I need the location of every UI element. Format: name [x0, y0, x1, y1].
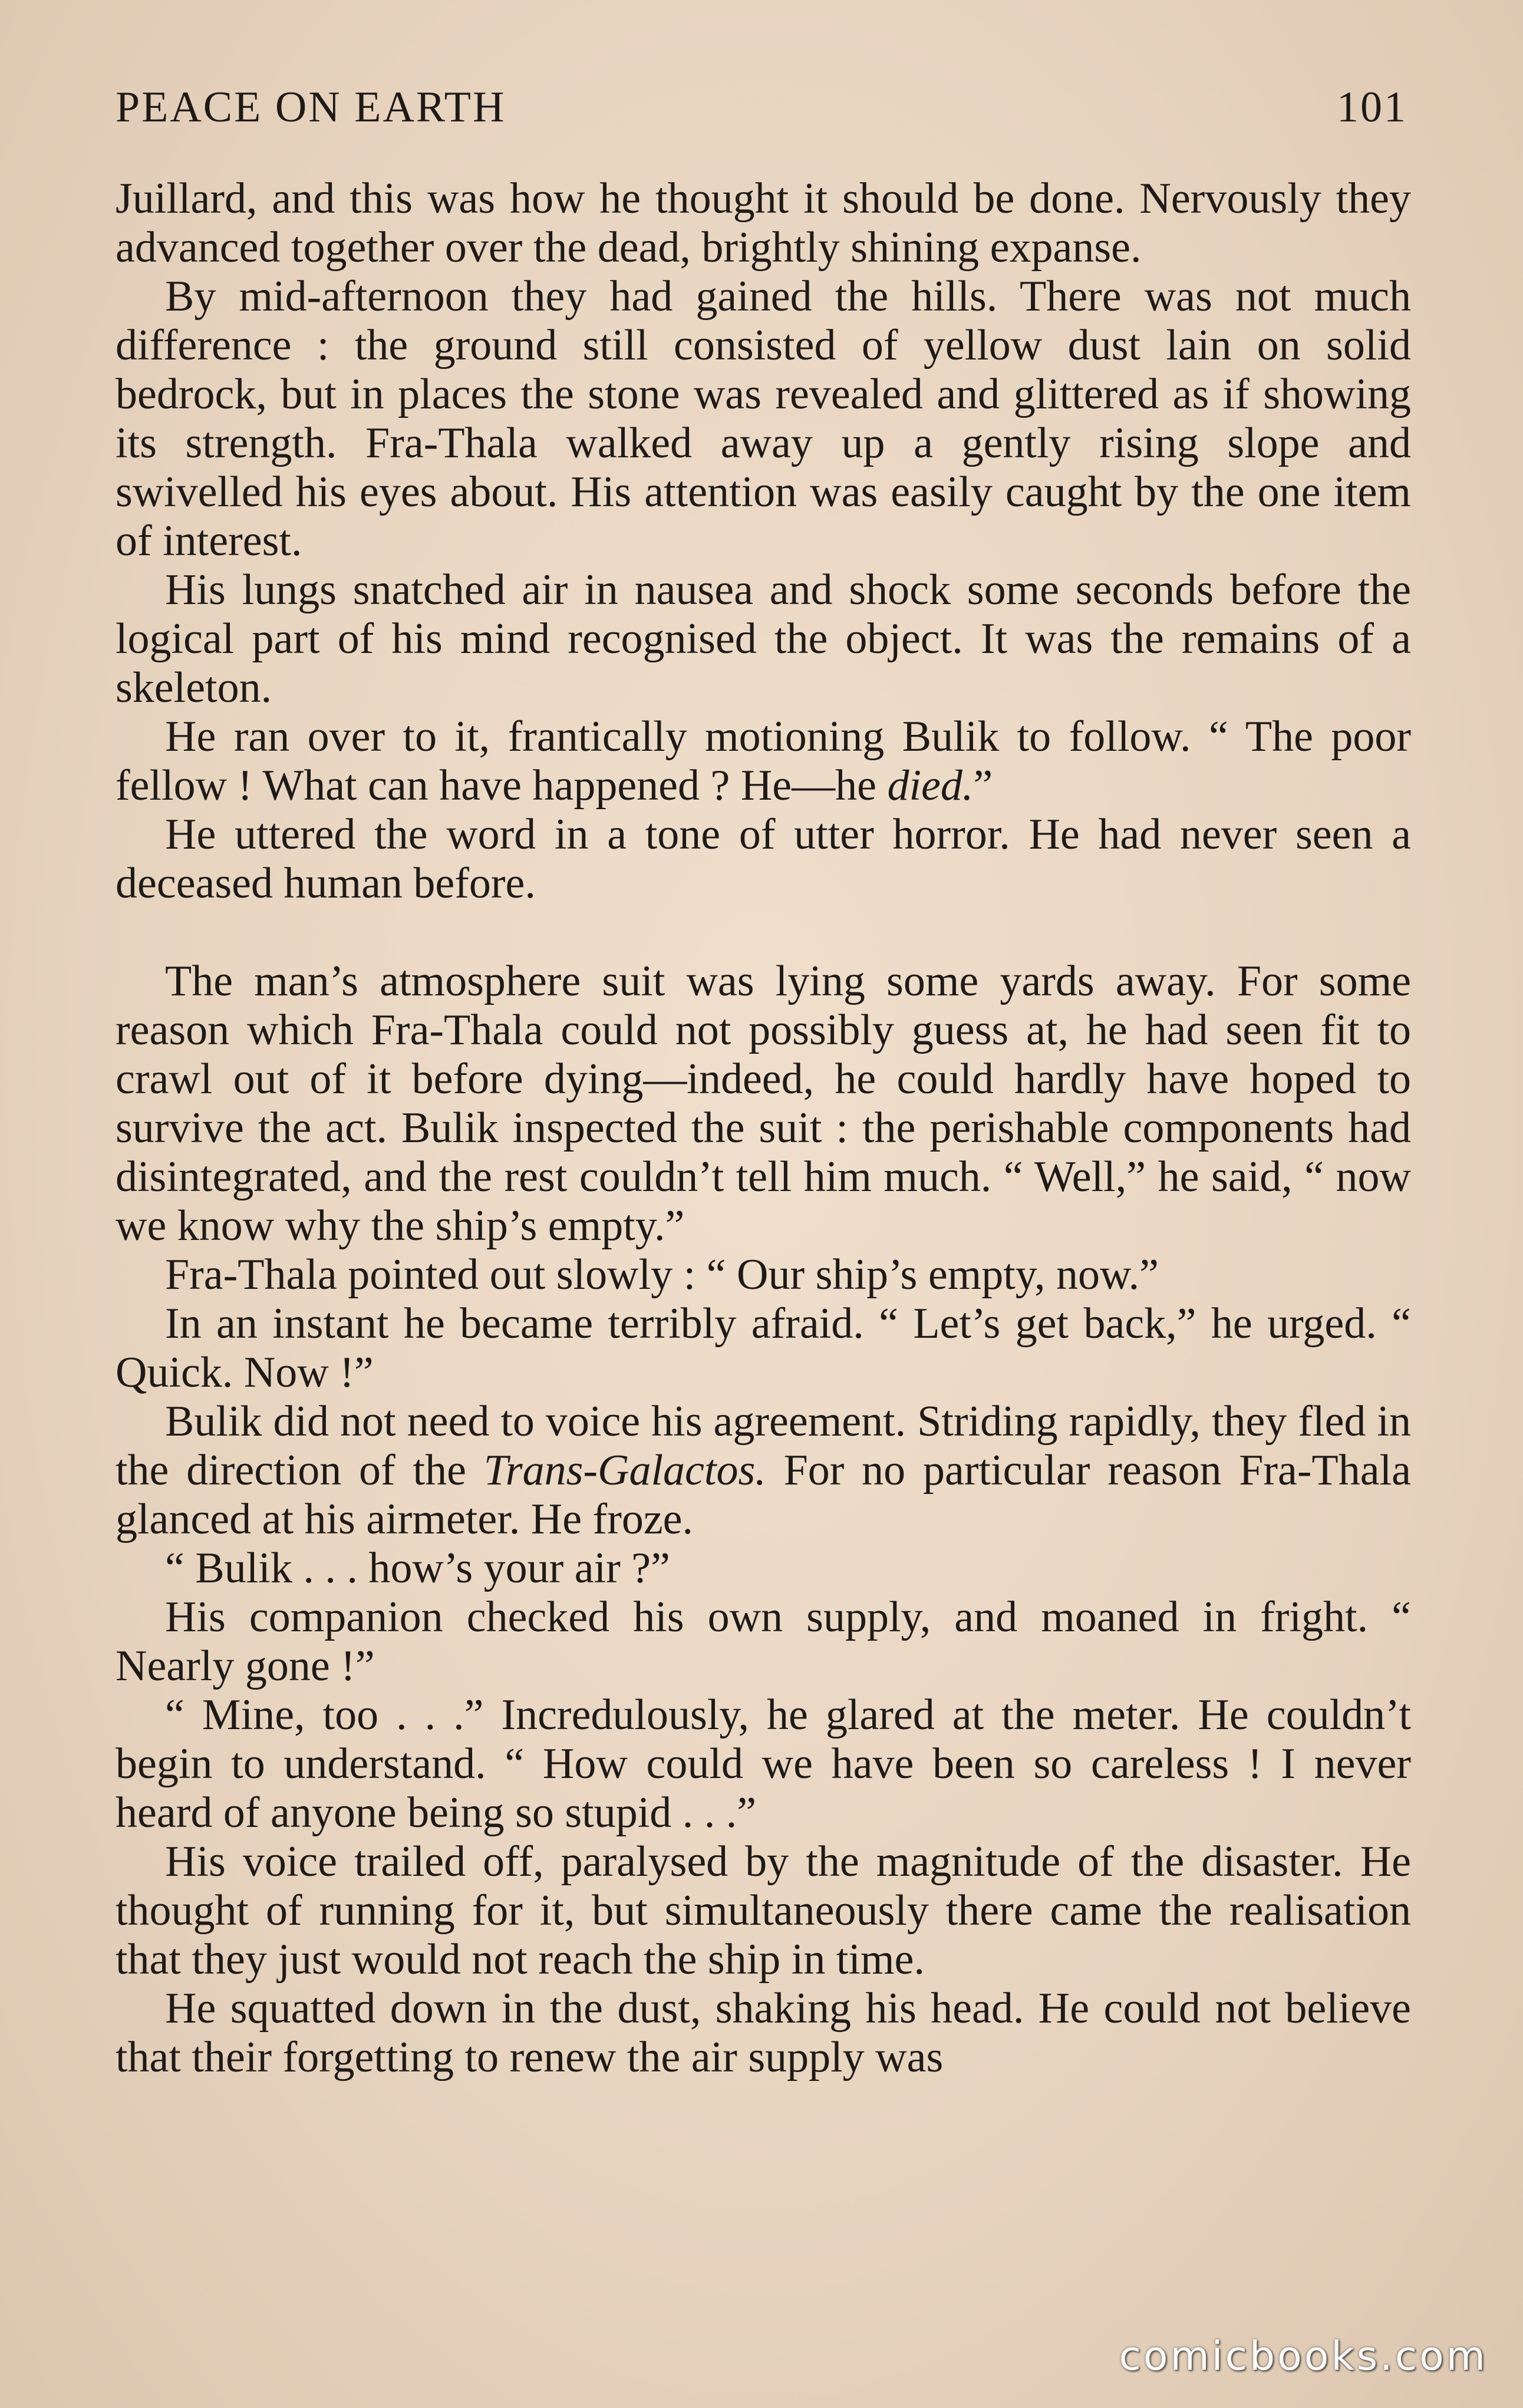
page-number: 101: [1337, 83, 1407, 131]
ship-name: Trans-Galactos.: [483, 1446, 766, 1495]
paragraph: Fra-Thala pointed out slowly : “ Our ship’s empty, now.”: [165, 1251, 1159, 1299]
page-header: [116, 83, 1407, 141]
body-text: [116, 174, 1411, 2082]
paragraph: He squatted down in the dust, shaking his head. He could not believe that their forgetting to renew the air supply was: [116, 1984, 1411, 2082]
paragraph: In an instant he became terribly afraid. “ Let’s get back,” he urged. “ Quick. Now !”: [116, 1299, 1411, 1397]
paragraph: “ Bulik . . . how’s your air ?”: [165, 1544, 670, 1592]
italic-word: died.: [887, 761, 974, 810]
watermark: comicbooks.com: [1119, 2333, 1488, 2380]
paragraph: His companion checked his own supply, and moaned in fright. “ Nearly gone !”: [116, 1593, 1411, 1690]
paragraph: His voice trailed off, paralysed by the magnitude of the disaster. He thought of running for it, but simultaneously there came the realisation that they just would not reach the ship in time.: [116, 1838, 1411, 1984]
paragraph: Juillard, and this was how he thought it should be done. Nervously they advanced together over the dead, brightly shining expanse.: [116, 174, 1411, 272]
running-title: PEACE ON EARTH: [116, 83, 506, 131]
paragraph: He uttered the word in a tone of utter horror. He had never seen a deceased human before.: [116, 810, 1411, 908]
paragraph: [116, 712, 1411, 810]
paragraph: “ Mine, too . . .” Incredulously, he glared at the meter. He couldn’t begin to understand. “ How could we have been so careless ! I never heard of anyone being so stupid . . .”: [116, 1691, 1411, 1837]
paragraph: [116, 1397, 1411, 1544]
paragraph-text: Bulik did not need to voice his agreement. Striding rapidly, they fled in the direction of the: [116, 1397, 1411, 1495]
paragraph: The man’s atmosphere suit was lying some yards away. For some reason which Fra-Thala could not possibly guess at, he had seen fit to crawl out of it before dying—indeed, he could hardly have hoped to survive the act. Bulik inspected the suit : the perishable components had disintegrated, and the rest couldn’t tell him much. “ Well,” he said, “ now we know why the ship’s empty.”: [116, 957, 1411, 1250]
paragraph-text: For no particular reason Fra-Thala glanced at his airmeter. He froze.: [116, 1446, 1411, 1543]
paragraph: By mid-afternoon they had gained the hills. There was not much difference : the ground still consisted of yellow dust lain on solid bedrock, but in places the stone was revealed and glittered as if showing its strength. Fra-Thala walked away up a gently rising slope and swivelled his eyes about. His attention was easily caught by the one item of interest.: [116, 272, 1411, 565]
paragraph-text: He ran over to it, frantically motioning Bulik to follow. “ The poor fellow ! What can have happened ? He—he: [116, 712, 1411, 810]
paragraph: His lungs snatched air in nausea and shock some seconds before the logical part of his mind recognised the object. It was the remains of a skeleton.: [116, 566, 1411, 712]
closing-quote: ”: [973, 761, 993, 810]
